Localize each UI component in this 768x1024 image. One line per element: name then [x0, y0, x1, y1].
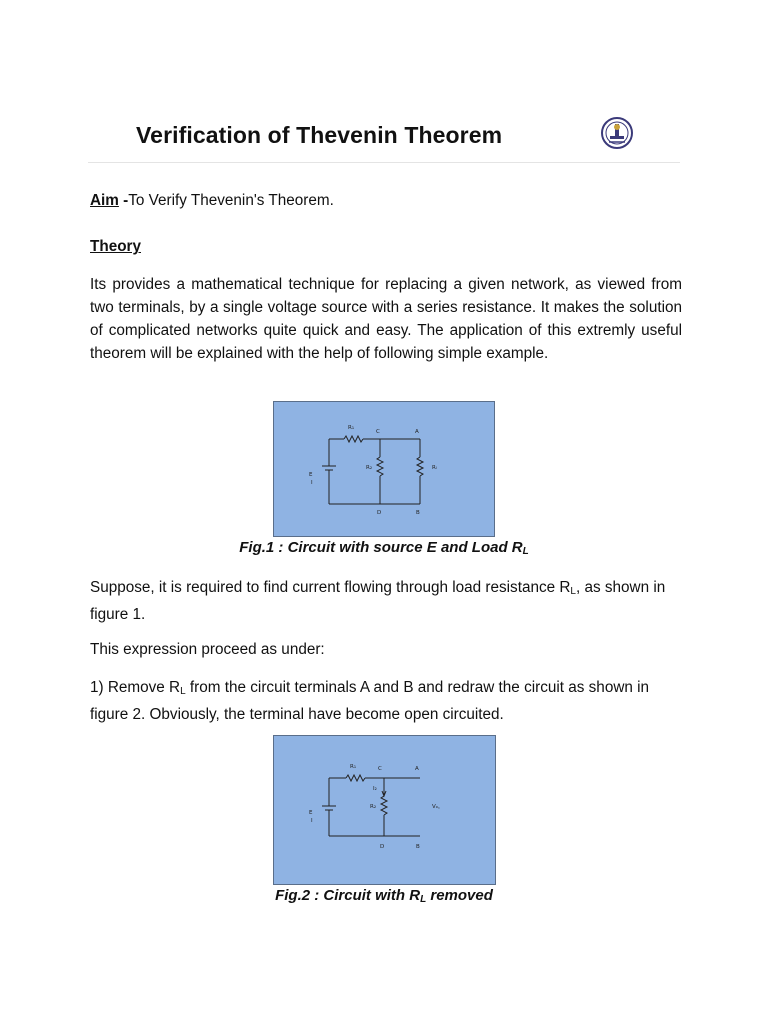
theory-heading: Theory	[90, 238, 141, 255]
figure-2-circuit	[273, 735, 496, 885]
figure-2-caption-tail: removed	[426, 887, 493, 904]
figure-2-caption-text: Fig.2 : Circuit with R	[275, 887, 421, 904]
suppose-paragraph	[90, 576, 682, 626]
theory-paragraph: Its provides a mathematical technique for replacing a given network, as viewed from two terminals, by a single voltage source with a series resistance. It makes the solution of complicated networks quite quick and easy. The application of this extremly useful theorem will be explained with the help of following simple example.	[90, 276, 682, 362]
fig1-label-e: E	[309, 472, 313, 478]
fig1-label-r1: R₁	[348, 425, 355, 431]
fig1-label-r2: R₂	[366, 465, 373, 471]
step-1-text-2: from the circuit terminals A and B and redraw the circuit as shown in figure 2. Obviously, the terminal have become open circuited.	[90, 679, 650, 723]
fig1-label-rl: Rₗ	[432, 465, 437, 471]
suppose-subscript: L	[570, 586, 576, 597]
aim-label: Aim	[90, 192, 119, 209]
step-1-text-1: 1) Remove R	[90, 679, 181, 696]
fig2-label-a: A	[415, 766, 419, 772]
fig1-label-i: I	[311, 480, 313, 486]
fig2-label-c: C	[378, 766, 382, 772]
aim-text: To Verify Thevenin's Theorem.	[128, 192, 334, 209]
fig2-label-r1: R₁	[350, 764, 357, 770]
fig1-label-d: D	[377, 510, 382, 516]
aim-line	[90, 189, 334, 212]
step-1-subscript: L	[180, 686, 186, 697]
suppose-text-2: , as shown in figure 1.	[90, 579, 666, 623]
figure-1-caption-text: Fig.1 : Circuit with source E and Load R	[239, 539, 523, 556]
fig1-label-b: B	[416, 510, 420, 516]
figure-1-caption-subscript: L	[522, 546, 529, 557]
step-1-paragraph	[90, 676, 682, 726]
institute-seal-icon	[600, 116, 634, 150]
fig1-label-c: C	[376, 429, 380, 435]
fig2-label-i: I	[311, 818, 313, 824]
fig2-label-voc: Vₒ꜀	[432, 804, 440, 810]
title-divider	[88, 162, 680, 163]
aim-dash: -	[118, 192, 129, 209]
figure-1-circuit	[273, 401, 495, 537]
fig2-label-e: E	[309, 810, 313, 816]
figure-2-caption	[0, 887, 768, 905]
fig1-label-a: A	[415, 429, 419, 435]
fig2-label-i2: I₂	[373, 786, 377, 792]
fig2-label-r2: R₂	[370, 804, 377, 810]
expression-paragraph: This expression proceed as under:	[90, 641, 325, 658]
fig2-label-b: B	[416, 844, 420, 850]
fig2-label-d: D	[380, 844, 385, 850]
page-title: Verification of Thevenin Theorem	[136, 122, 503, 148]
suppose-text-1: Suppose, it is required to find current flowing through load resistance R	[90, 579, 571, 596]
figure-2-caption-subscript: L	[420, 894, 427, 905]
figure-1-caption	[0, 539, 768, 557]
